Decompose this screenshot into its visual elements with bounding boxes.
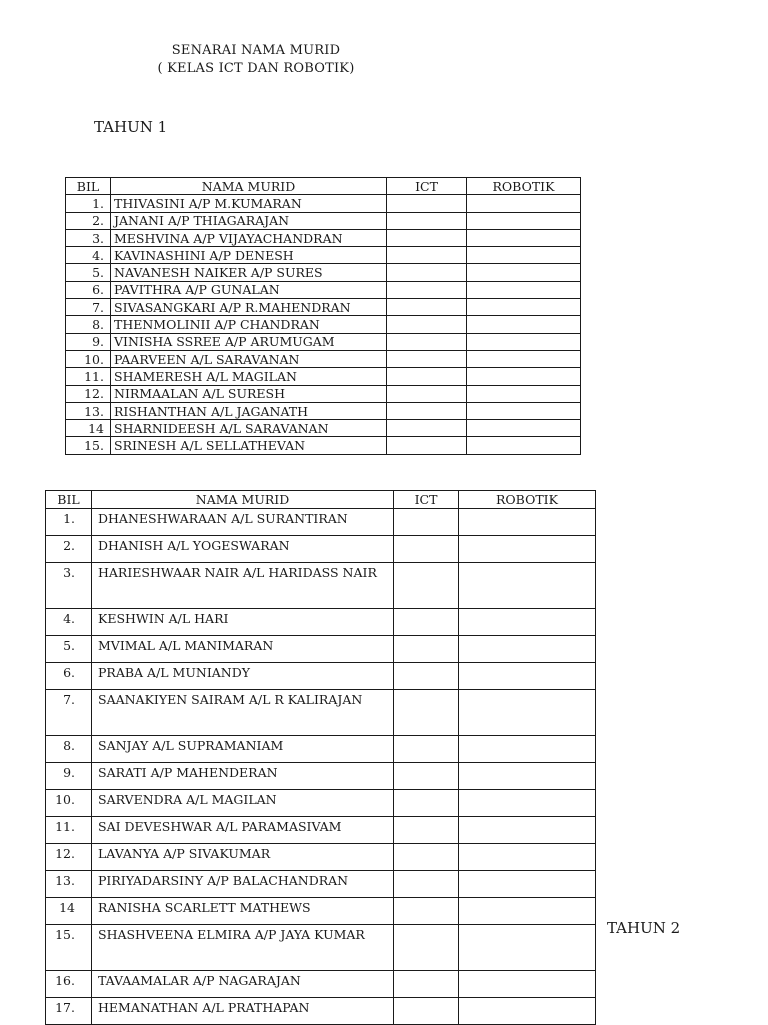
bil-cell: 6. bbox=[66, 281, 111, 298]
nama-murid-cell: SIVASANGKARI A/P R.MAHENDRAN bbox=[111, 299, 387, 316]
nama-murid-cell: VINISHA SSREE A/P ARUMUGAM bbox=[111, 333, 387, 350]
nama-murid-cell: RANISHA SCARLETT MATHEWS bbox=[92, 898, 394, 925]
nama-murid-cell: KAVINASHINI A/P DENESH bbox=[111, 247, 387, 264]
robotik-cell bbox=[467, 264, 581, 281]
ict-cell bbox=[387, 229, 467, 246]
bil-cell: 2. bbox=[46, 536, 92, 563]
robotik-cell bbox=[459, 971, 596, 998]
ict-cell bbox=[387, 385, 467, 402]
document-title: SENARAI NAMA MURID bbox=[171, 43, 341, 58]
robotik-cell bbox=[459, 663, 596, 690]
robotik-cell bbox=[459, 609, 596, 636]
table-row bbox=[46, 736, 596, 763]
robotik-cell bbox=[459, 690, 596, 736]
bil-cell: 2. bbox=[66, 212, 111, 229]
table-row bbox=[66, 195, 581, 212]
robotik-cell bbox=[459, 998, 596, 1025]
bil-cell: 12. bbox=[46, 844, 92, 871]
section-heading-tahun-1: TAHUN 1 bbox=[94, 118, 168, 136]
bil-cell: 13. bbox=[46, 871, 92, 898]
ict-cell bbox=[394, 998, 459, 1025]
table-row bbox=[66, 316, 581, 333]
bil-cell: 10. bbox=[46, 790, 92, 817]
table-row bbox=[66, 402, 581, 419]
robotik-cell bbox=[467, 299, 581, 316]
tahun-2-table-body bbox=[46, 509, 596, 1025]
robotik-cell bbox=[467, 385, 581, 402]
table-row bbox=[66, 420, 581, 437]
ict-cell bbox=[387, 368, 467, 385]
nama-murid-cell: SARATI A/P MAHENDERAN bbox=[92, 763, 394, 790]
table-header-row bbox=[46, 491, 596, 509]
table-header-row bbox=[66, 178, 581, 195]
ict-cell bbox=[394, 509, 459, 536]
bil-cell: 9. bbox=[66, 333, 111, 350]
nama-murid-cell: PAVITHRA A/P GUNALAN bbox=[111, 281, 387, 298]
document-subtitle: ( KELAS ICT DAN ROBOTIK) bbox=[157, 61, 355, 76]
robotik-cell bbox=[459, 736, 596, 763]
nama-murid-cell: DHANISH A/L YOGESWARAN bbox=[92, 536, 394, 563]
robotik-cell bbox=[467, 212, 581, 229]
tahun-1-student-table bbox=[65, 177, 581, 455]
ict-cell bbox=[394, 690, 459, 736]
table-row bbox=[46, 971, 596, 998]
robotik-cell bbox=[467, 247, 581, 264]
robotik-cell bbox=[467, 316, 581, 333]
table-row bbox=[46, 925, 596, 971]
table-row bbox=[46, 609, 596, 636]
table-row bbox=[66, 437, 581, 454]
nama-murid-cell: DHANESHWARAAN A/L SURANTIRAN bbox=[92, 509, 394, 536]
bil-cell: 7. bbox=[66, 299, 111, 316]
nama-murid-cell: RISHANTHAN A/L JAGANATH bbox=[111, 402, 387, 419]
robotik-cell bbox=[459, 790, 596, 817]
nama-murid-cell: HARIESHWAAR NAIR A/L HARIDASS NAIR bbox=[92, 563, 394, 609]
table-row bbox=[66, 385, 581, 402]
bil-cell: 4. bbox=[66, 247, 111, 264]
ict-cell bbox=[387, 333, 467, 350]
nama-murid-cell: SANJAY A/L SUPRAMANIAM bbox=[92, 736, 394, 763]
nama-murid-cell: NAVANESH NAIKER A/P SURES bbox=[111, 264, 387, 281]
bil-cell: 3. bbox=[66, 229, 111, 246]
bil-cell: 3. bbox=[46, 563, 92, 609]
ict-cell bbox=[394, 817, 459, 844]
nama-murid-cell: NIRMAALAN A/L SURESH bbox=[111, 385, 387, 402]
ict-cell bbox=[394, 636, 459, 663]
nama-murid-cell: SAANAKIYEN SAIRAM A/L R KALIRAJAN bbox=[92, 690, 394, 736]
nama-murid-cell: PAARVEEN A/L SARAVANAN bbox=[111, 350, 387, 367]
section-heading-tahun-2: TAHUN 2 bbox=[607, 919, 681, 937]
table-row bbox=[66, 212, 581, 229]
nama-murid-cell: SAI DEVESHWAR A/L PARAMASIVAM bbox=[92, 817, 394, 844]
bil-cell: 13. bbox=[66, 402, 111, 419]
table-row bbox=[46, 636, 596, 663]
bil-cell: 14 bbox=[46, 898, 92, 925]
column-header-robotik: ROBOTIK bbox=[467, 178, 581, 195]
tahun-2-student-table bbox=[45, 490, 596, 1025]
table-row bbox=[46, 844, 596, 871]
robotik-cell bbox=[467, 350, 581, 367]
table-row bbox=[66, 281, 581, 298]
bil-cell: 11. bbox=[46, 817, 92, 844]
table-row bbox=[46, 663, 596, 690]
ict-cell bbox=[387, 299, 467, 316]
ict-cell bbox=[387, 281, 467, 298]
table-row bbox=[66, 333, 581, 350]
bil-cell: 15. bbox=[46, 925, 92, 971]
robotik-cell bbox=[467, 437, 581, 454]
table-row bbox=[66, 350, 581, 367]
bil-cell: 10. bbox=[66, 350, 111, 367]
bil-cell: 12. bbox=[66, 385, 111, 402]
bil-cell: 15. bbox=[66, 437, 111, 454]
bil-cell: 6. bbox=[46, 663, 92, 690]
ict-cell bbox=[394, 536, 459, 563]
nama-murid-cell: SHASHVEENA ELMIRA A/P JAYA KUMAR bbox=[92, 925, 394, 971]
ict-cell bbox=[394, 898, 459, 925]
robotik-cell bbox=[459, 536, 596, 563]
nama-murid-cell: SHARNIDEESH A/L SARAVANAN bbox=[111, 420, 387, 437]
ict-cell bbox=[394, 844, 459, 871]
robotik-cell bbox=[459, 871, 596, 898]
nama-murid-cell: SARVENDRA A/L MAGILAN bbox=[92, 790, 394, 817]
bil-cell: 5. bbox=[66, 264, 111, 281]
robotik-cell bbox=[459, 817, 596, 844]
nama-murid-cell: LAVANYA A/P SIVAKUMAR bbox=[92, 844, 394, 871]
bil-cell: 11. bbox=[66, 368, 111, 385]
table-row bbox=[46, 817, 596, 844]
robotik-cell bbox=[467, 281, 581, 298]
robotik-cell bbox=[459, 563, 596, 609]
ict-cell bbox=[394, 563, 459, 609]
ict-cell bbox=[394, 663, 459, 690]
nama-murid-cell: SHAMERESH A/L MAGILAN bbox=[111, 368, 387, 385]
ict-cell bbox=[394, 971, 459, 998]
robotik-cell bbox=[467, 402, 581, 419]
bil-cell: 8. bbox=[66, 316, 111, 333]
robotik-cell bbox=[459, 844, 596, 871]
ict-cell bbox=[394, 790, 459, 817]
table-row bbox=[46, 898, 596, 925]
table-row bbox=[46, 563, 596, 609]
robotik-cell bbox=[467, 333, 581, 350]
robotik-cell bbox=[467, 368, 581, 385]
ict-cell bbox=[387, 212, 467, 229]
tahun-1-table-body bbox=[66, 195, 581, 454]
robotik-cell bbox=[459, 636, 596, 663]
nama-murid-cell: THIVASINI A/P M.KUMARAN bbox=[111, 195, 387, 212]
nama-murid-cell: HEMANATHAN A/L PRATHAPAN bbox=[92, 998, 394, 1025]
table-row bbox=[66, 264, 581, 281]
table-row bbox=[66, 229, 581, 246]
table-row bbox=[46, 690, 596, 736]
ict-cell bbox=[394, 736, 459, 763]
ict-cell bbox=[394, 763, 459, 790]
bil-cell: 9. bbox=[46, 763, 92, 790]
table-row bbox=[66, 247, 581, 264]
ict-cell bbox=[387, 437, 467, 454]
column-header-bil: BIL bbox=[66, 178, 111, 195]
ict-cell bbox=[394, 609, 459, 636]
table-row bbox=[46, 871, 596, 898]
ict-cell bbox=[387, 402, 467, 419]
robotik-cell bbox=[467, 229, 581, 246]
nama-murid-cell: PRABA A/L MUNIANDY bbox=[92, 663, 394, 690]
robotik-cell bbox=[467, 420, 581, 437]
column-header-nama-murid: NAMA MURID bbox=[92, 491, 394, 509]
table-row bbox=[46, 763, 596, 790]
column-header-ict: ICT bbox=[387, 178, 467, 195]
bil-cell: 16. bbox=[46, 971, 92, 998]
bil-cell: 1. bbox=[46, 509, 92, 536]
nama-murid-cell: MESHVINA A/P VIJAYACHANDRAN bbox=[111, 229, 387, 246]
bil-cell: 8. bbox=[46, 736, 92, 763]
ict-cell bbox=[387, 247, 467, 264]
ict-cell bbox=[387, 264, 467, 281]
robotik-cell bbox=[459, 509, 596, 536]
ict-cell bbox=[394, 925, 459, 971]
ict-cell bbox=[394, 871, 459, 898]
ict-cell bbox=[387, 195, 467, 212]
table-row bbox=[46, 536, 596, 563]
nama-murid-cell: SRINESH A/L SELLATHEVAN bbox=[111, 437, 387, 454]
column-header-ict: ICT bbox=[394, 491, 459, 509]
nama-murid-cell: JANANI A/P THIAGARAJAN bbox=[111, 212, 387, 229]
bil-cell: 1. bbox=[66, 195, 111, 212]
table-row bbox=[46, 790, 596, 817]
robotik-cell bbox=[459, 925, 596, 971]
robotik-cell bbox=[467, 195, 581, 212]
column-header-bil: BIL bbox=[46, 491, 92, 509]
robotik-cell bbox=[459, 898, 596, 925]
nama-murid-cell: PIRIYADARSINY A/P BALACHANDRAN bbox=[92, 871, 394, 898]
table-row bbox=[46, 998, 596, 1025]
bil-cell: 17. bbox=[46, 998, 92, 1025]
bil-cell: 4. bbox=[46, 609, 92, 636]
ict-cell bbox=[387, 420, 467, 437]
nama-murid-cell: THENMOLINII A/P CHANDRAN bbox=[111, 316, 387, 333]
nama-murid-cell: TAVAAMALAR A/P NAGARAJAN bbox=[92, 971, 394, 998]
robotik-cell bbox=[459, 763, 596, 790]
bil-cell: 5. bbox=[46, 636, 92, 663]
bil-cell: 7. bbox=[46, 690, 92, 736]
table-row bbox=[66, 368, 581, 385]
table-row bbox=[46, 509, 596, 536]
column-header-robotik: ROBOTIK bbox=[459, 491, 596, 509]
table-row bbox=[66, 299, 581, 316]
ict-cell bbox=[387, 350, 467, 367]
bil-cell: 14 bbox=[66, 420, 111, 437]
column-header-nama-murid: NAMA MURID bbox=[111, 178, 387, 195]
nama-murid-cell: MVIMAL A/L MANIMARAN bbox=[92, 636, 394, 663]
ict-cell bbox=[387, 316, 467, 333]
nama-murid-cell: KESHWIN A/L HARI bbox=[92, 609, 394, 636]
